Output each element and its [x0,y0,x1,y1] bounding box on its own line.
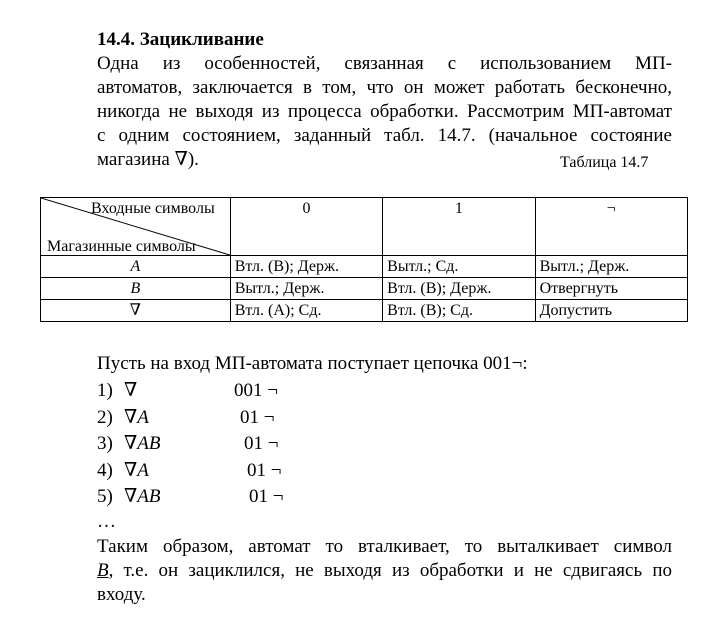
row-header: ∇ [41,300,231,322]
conclusion-line [97,559,672,583]
input-chain-sentence: Пусть на вход МП-автомата поступает цепочка 001¬: [97,353,528,374]
conclusion-line: входу. [97,584,146,605]
table-cell: Допустить [535,300,687,322]
row-header: B [41,278,231,300]
intro-line: с одним состоянием, заданный табл. 14.7. (начальное состояние [97,125,672,146]
step-number: 3) [97,433,113,454]
table-header-row [41,198,688,256]
table-caption: Таблица 14.7 [560,154,649,171]
intro-line: автоматов, заключается в том, что он может работать бесконечно, [97,77,672,98]
stack-state [124,431,161,458]
table-cell: Отвергнуть [535,278,687,300]
remaining-input: 01 ¬ [247,459,282,481]
intro-line: никогда не выходя из процесса обработки. Рассмотрим МП-автомат [97,101,672,122]
conclusion-paragraph [97,535,672,607]
stack-state [124,484,161,511]
intro-line: магазина ∇). [97,149,199,170]
stack-symbols-label: Магазинные символы [47,238,196,255]
stack-base: ∇ [124,380,138,401]
section-heading: 14.4. Зацикливание [97,29,264,50]
transition-table [40,197,688,322]
stack-base: ∇ [124,459,138,481]
stack-rest: AB [137,486,161,507]
table-row [41,278,688,300]
remaining-input: 01 ¬ [240,406,275,428]
step-number: 2) [97,406,113,428]
conclusion-line: Таким образом, автомат то вталкивает, то выталкивает символ [97,536,672,557]
table-row [41,256,688,278]
stack-base: ∇ [124,433,138,454]
column-header: ¬ [535,198,687,256]
table-corner-cell [41,198,231,256]
stack-state [124,458,149,485]
stack-base: ∇ [124,486,138,507]
conclusion-text: , т.е. он зациклился, не выходя из обработки и не сдвигаясь по [108,560,672,581]
table-row [41,300,688,322]
column-header: 1 [383,198,535,256]
table-cell: Вытл.; Держ. [230,278,382,300]
table-cell: Втл. (B); Держ. [383,278,535,300]
step-number: 4) [97,459,113,481]
ellipsis: … [97,511,116,532]
column-header: 0 [230,198,382,256]
table-cell: Вытл.; Сд. [383,256,535,278]
intro-line: Одна из особенностей, связанная с использованием МП- [97,53,672,74]
stack-base: ∇ [124,406,138,428]
step-number: 1) [97,380,113,401]
stack-state [124,405,149,432]
table-cell: Втл. (A); Сд. [230,300,382,322]
stack-rest: A [137,459,149,481]
remaining-input: 001 ¬ [234,380,278,401]
stack-state [124,378,137,405]
row-header: A [41,256,231,278]
table-cell: Втл. (B); Держ. [230,256,382,278]
remaining-input: 01 ¬ [249,486,284,507]
input-symbols-label: Входные символы [91,200,215,217]
table-cell: Вытл.; Держ. [535,256,687,278]
step-number: 5) [97,486,113,507]
stack-rest: AB [137,433,161,454]
looping-symbol: B [97,560,109,581]
table-cell: Втл. (B); Сд. [383,300,535,322]
stack-rest: A [137,406,149,428]
remaining-input: 01 ¬ [244,433,279,454]
